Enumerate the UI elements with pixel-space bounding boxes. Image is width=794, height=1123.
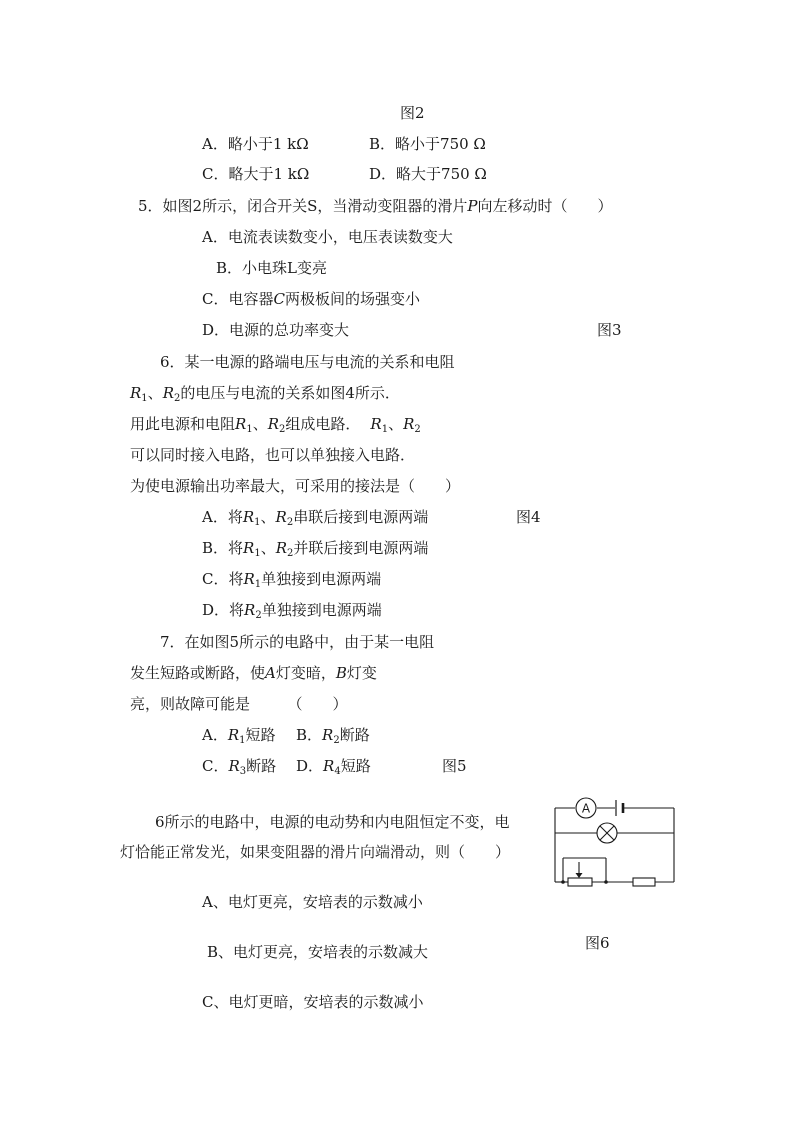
stem-text: 发生短路或断路，使 xyxy=(130,664,266,682)
variable-r: R xyxy=(323,757,335,775)
subscript: 2 xyxy=(286,517,294,528)
q7-option-c xyxy=(202,756,276,782)
option-text: 断路 xyxy=(246,757,277,775)
variable-r: R xyxy=(235,415,247,433)
q6-stem-line3 xyxy=(130,414,421,440)
option-label: D． xyxy=(296,757,324,775)
q8-stem-line2: 灯恰能正常发光，如果变阻器的滑片向端滑动，则（ ） xyxy=(120,843,511,861)
variable-a: A xyxy=(265,664,276,682)
option-text: 并联后接到电源两端 xyxy=(293,539,429,557)
stem-text: 灯变暗， xyxy=(275,664,336,682)
junction-dot xyxy=(604,880,608,884)
separator: 、 xyxy=(260,508,276,526)
option-text: 将 xyxy=(227,508,243,526)
figure-2-caption: 图2 xyxy=(400,104,425,122)
option-label: A． xyxy=(202,726,228,744)
option-label: B． xyxy=(369,135,396,153)
stem-text: 向左移动时（ ） xyxy=(477,197,613,215)
variable-r: R xyxy=(130,384,142,402)
option-label: C． xyxy=(202,165,229,183)
option-text: 电源的总功率变大 xyxy=(229,321,350,339)
option-text: 将 xyxy=(228,539,244,557)
subscript: 1 xyxy=(254,517,261,528)
q6-option-a xyxy=(202,507,428,533)
option-label: D． xyxy=(202,601,230,619)
stem-text: 在如图5所示的电路中，由于某一电阻 xyxy=(184,633,435,651)
figure-6-circuit xyxy=(548,792,682,892)
option-text: 略小于1 kΩ xyxy=(227,135,309,153)
variable-r: R xyxy=(162,384,174,402)
q6-stem-line4: 可以同时接入电路，也可以单独接入电路． xyxy=(130,446,416,464)
q7-stem-line3: 亮，则故障可能是 （ ） xyxy=(130,695,348,713)
variable-r: R xyxy=(370,415,382,433)
option-text: 略小于750 Ω xyxy=(395,135,486,153)
junction-dot xyxy=(561,880,565,884)
variable-r: R xyxy=(403,415,415,433)
option-text: 略大于750 Ω xyxy=(396,165,487,183)
variable-b: B xyxy=(335,664,347,682)
option-text: 电流表读数变小，电压表读数变大 xyxy=(227,228,453,246)
variable-r: R xyxy=(228,757,240,775)
option-text: 短路 xyxy=(245,726,276,744)
resistor-icon xyxy=(568,878,592,886)
subscript: 2 xyxy=(279,424,286,435)
subscript: 1 xyxy=(381,424,389,435)
q6-option-b xyxy=(202,538,428,564)
q6-stem-line1 xyxy=(160,352,455,372)
q4-option-a xyxy=(202,134,309,154)
q5-option-d xyxy=(202,320,349,340)
option-text: 串联后接到电源两端 xyxy=(293,508,429,526)
variable-r: R xyxy=(242,508,255,526)
option-label: B． xyxy=(296,726,323,744)
subscript: 1 xyxy=(246,424,253,435)
option-label: C． xyxy=(202,757,229,775)
subscript: 3 xyxy=(239,766,247,777)
question-number: 6． xyxy=(160,353,185,371)
variable-r: R xyxy=(322,726,334,744)
option-label: A． xyxy=(202,508,228,526)
stem-text: 的电压与电流的关系如图4所示． xyxy=(180,384,400,402)
q6-stem-line2 xyxy=(130,383,400,409)
subscript: 2 xyxy=(414,424,421,435)
separator: 、 xyxy=(388,415,404,433)
option-text: 单独接到电源两端 xyxy=(261,601,382,619)
q8-option-b: B、电灯更亮，安培表的示数减大 xyxy=(207,943,429,961)
battery-icon xyxy=(616,800,623,816)
question-number: 7． xyxy=(160,633,185,651)
variable-r: R xyxy=(243,570,255,588)
separator: 、 xyxy=(252,415,268,433)
variable-p: P xyxy=(467,197,478,215)
option-label: A． xyxy=(202,228,228,246)
variable-r: R xyxy=(227,726,240,744)
figure-3-caption: 图3 xyxy=(597,321,622,339)
option-text: 单独接到电源两端 xyxy=(261,570,382,588)
q5-stem xyxy=(138,196,612,216)
q4-option-c xyxy=(202,164,309,184)
option-label: C． xyxy=(202,290,229,308)
q4-option-d xyxy=(369,164,487,184)
option-text: 电容器 xyxy=(228,290,274,308)
stem-text: 如图2所示，闭合开关S，当滑动变阻器的滑片 xyxy=(162,197,468,215)
q5-option-a xyxy=(202,227,453,247)
variable-r: R xyxy=(267,415,279,433)
subscript: 2 xyxy=(287,548,294,559)
option-text: 断路 xyxy=(339,726,370,744)
option-text: 短路 xyxy=(340,757,371,775)
q5-option-c xyxy=(202,289,420,309)
variable-r: R xyxy=(244,601,256,619)
variable-r: R xyxy=(275,508,287,526)
cross-circle-lamp-icon xyxy=(597,823,617,843)
variable-r: R xyxy=(243,539,255,557)
subscript: 4 xyxy=(334,766,341,777)
option-label: D． xyxy=(369,165,397,183)
q6-stem-line5: 为使电源输出功率最大，可采用的接法是（ ） xyxy=(130,477,461,495)
option-label: B． xyxy=(202,539,229,557)
subscript: 1 xyxy=(141,393,148,404)
q8-option-c: C、电灯更暗，安培表的示数减小 xyxy=(202,993,424,1011)
separator: 、 xyxy=(260,539,276,557)
stem-text: 组成电路． xyxy=(285,415,361,433)
ammeter-label: A xyxy=(581,801,591,816)
subscript: 1 xyxy=(254,548,261,559)
subscript: 1 xyxy=(239,735,246,746)
stem-text: 用此电源和电阻 xyxy=(130,415,236,433)
q8-option-a: A、电灯更亮，安培表的示数减小 xyxy=(202,893,423,911)
subscript: 1 xyxy=(254,579,262,590)
stem-text: 灯变 xyxy=(346,664,377,682)
q7-option-a xyxy=(202,725,276,751)
q8-stem-line1: 6所示的电路中，电源的电动势和内电阻恒定不变，电 xyxy=(155,813,510,831)
q6-option-c xyxy=(202,569,381,595)
subscript: 2 xyxy=(255,610,262,621)
figure-4-caption: 图4 xyxy=(516,508,541,526)
figure-5-caption: 图5 xyxy=(442,757,467,775)
option-label: C． xyxy=(202,570,229,588)
option-text: 将 xyxy=(229,601,245,619)
resistor-icon xyxy=(633,878,655,886)
q6-option-d xyxy=(202,600,382,626)
q7-option-d xyxy=(296,756,371,782)
q7-stem-line1 xyxy=(160,632,434,652)
separator: 、 xyxy=(147,384,163,402)
q7-option-b xyxy=(296,725,370,751)
q4-option-b xyxy=(369,134,486,154)
option-text: 略大于1 kΩ xyxy=(228,165,310,183)
option-label: A． xyxy=(202,135,228,153)
variable-r: R xyxy=(275,539,288,557)
subscript: 2 xyxy=(333,735,340,746)
variable-c: C xyxy=(273,290,285,308)
figure-6-caption: 图6 xyxy=(585,934,610,952)
option-text: 将 xyxy=(228,570,244,588)
slider-arrow-icon xyxy=(576,873,583,878)
question-number: 5． xyxy=(138,197,163,215)
option-text: 两极板间的场强变小 xyxy=(284,290,420,308)
q5-option-b xyxy=(216,258,327,278)
stem-text: 某一电源的路端电压与电流的关系和电阻 xyxy=(184,353,455,371)
option-text: 小电珠L变亮 xyxy=(242,259,327,277)
subscript: 2 xyxy=(173,393,181,404)
option-label: D． xyxy=(202,321,230,339)
q7-stem-line2 xyxy=(130,663,377,683)
option-label: B． xyxy=(216,259,243,277)
